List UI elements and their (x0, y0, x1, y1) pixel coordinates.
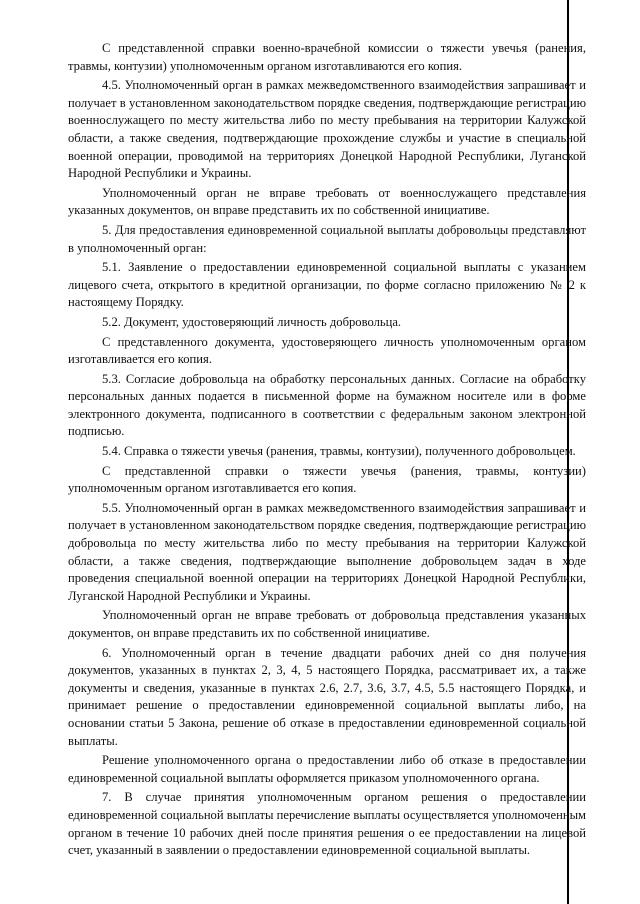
paragraph: 5.4. Справка о тяжести увечья (ранения, травмы, контузии), полученного добровольцем. (102, 444, 576, 459)
paragraph: С представленной справки о тяжести увечья (ранения, травмы, контузии) уполномоченным органом изготавливается его копия. (68, 463, 586, 496)
paragraph: Уполномоченный орган не вправе требовать от военнослужащего представления указанных документов, он вправе представить их по собственной инициативе. (68, 185, 586, 218)
paragraph: 5.3. Согласие добровольца на обработку персональных данных. Согласие на обработку персональных данных подается в письменной форме на бумажном носителе или в форме электронного документа, подписанного в соответствии с федеральным законом электронной подписью. (68, 371, 586, 439)
paragraph: 5. Для предоставления единовременной социальной выплаты добровольцы представляют в уполномоченный орган: (68, 222, 586, 255)
paragraph: С представленного документа, удостоверяющего личность уполномоченным органом изготавливается его копия. (68, 334, 586, 367)
paragraph: 4.5. Уполномоченный орган в рамках межведомственного взаимодействия запрашивает и получает в установленном законодательством порядке сведения, подтверждающие регистрацию военнослужащего по месту жительства либо по месту пребывания на территории Калужской области, а также сведения, подтверждающие прохождение службы и участие в специальной военной операции, проводимой на территориях Донецкой Народной Республики, Луганской Народной Республики и Украины. (68, 78, 586, 181)
paragraph: Уполномоченный орган не вправе требовать от добровольца представления указанных документов, он вправе представить их по собственной инициативе. (68, 608, 586, 640)
paragraph: 5.1. Заявление о предоставлении единовременной социальной выплаты с указанием лицевого счета, открытого в кредитной организации, по форме согласно приложению № 2 к настоящему Порядку. (68, 260, 586, 310)
document-page (68, 40, 586, 862)
paragraph: 5.2. Документ, удостоверяющий личность добровольца. (102, 314, 402, 329)
paragraph: 6. Уполномоченный орган в течение двадцати рабочих дней со дня получения документов, указанных в пунктах 2, 3, 4, 5 настоящего Порядка, рассматривает их, а также документы и сведения, указанные в пунктах 2.6, 2.7, 3.6, 3.7, 4.5, 5.5 настоящего Порядка, и принимает решение о предоставлении единовременной социальной выплаты либо, на основании статьи 5 Закона, решение об отказе в предоставлении единовременной социальной выплаты. (68, 645, 586, 748)
paragraph: 7. В случае принятия уполномоченным органом решения о предоставлении единовременной социальной выплаты перечисление выплаты осуществляется уполномоченным органом в течение 10 рабочих дней после принятия решения о ее предоставлении на лицевой счет, указанный в заявлении о предоставлении единовременной социальной выплаты. (68, 790, 586, 858)
paragraph: Решение уполномоченного органа о предоставлении либо об отказе в предоставлении единовременной социальной выплаты оформляется приказом уполномоченного органа. (68, 753, 586, 785)
paragraph: 5.5. Уполномоченный орган в рамках межведомственного взаимодействия запрашивает и получает в установленном законодательством порядке сведения, подтверждающие регистрацию добровольца по месту жительства либо по месту пребывания на территории Калужской области, а также сведения, подтверждающие выполнение добровольцем задач в ходе проведения специальной военной операции на территориях Донецкой Народной Республики, Луганской Народной Республики и Украины. (68, 500, 586, 603)
paragraph: С представленной справки военно-врачебной комиссии о тяжести увечья (ранения, травмы, контузии) уполномоченным органом изготавливаются его копия. (68, 41, 586, 73)
